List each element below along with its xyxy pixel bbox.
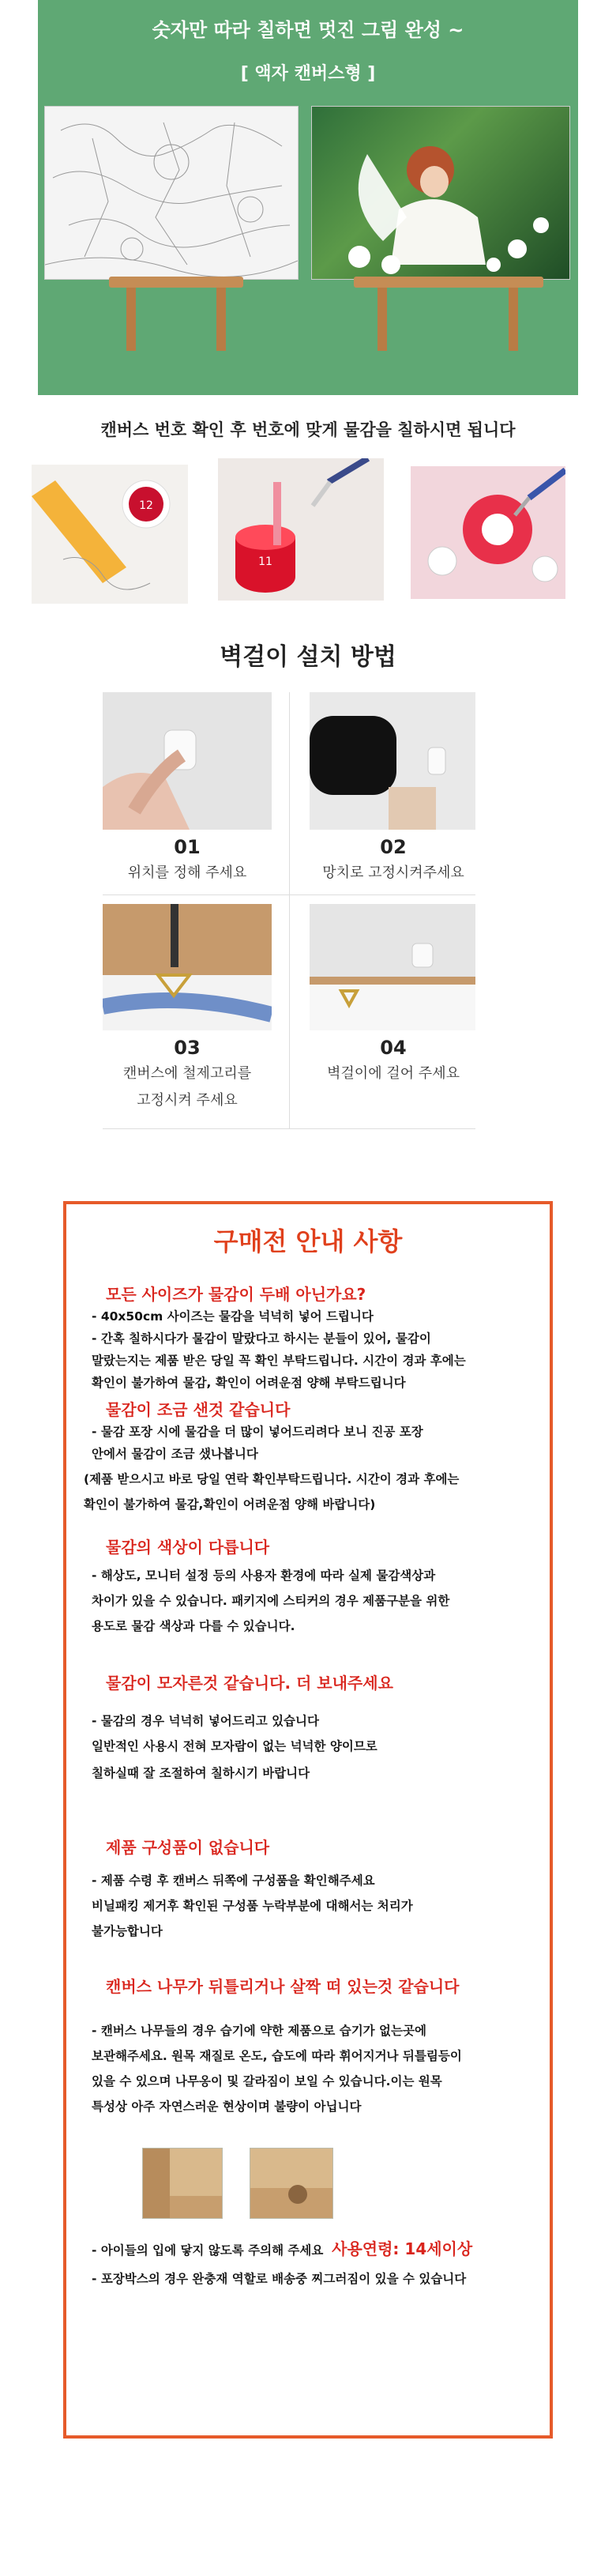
age-rating: 사용연령: 14세이상 — [332, 2239, 473, 2258]
paint-instruction-heading: 캔버스 번호 확인 후 번호에 맞게 물감을 칠하시면 됩니다 — [100, 420, 516, 439]
notice-heading-paint-amount: 모든 사이즈가 물감이 두배 아닌가요? — [106, 1285, 366, 1304]
hero-subheadline: [ 액자 캔버스형 ] — [240, 64, 376, 84]
notice-heading-shortage: 물감이 모자른것 같습니다. 더 보내주세요 — [106, 1674, 393, 1693]
notice-heading-color: 물감의 색상이 다릅니다 — [106, 1538, 270, 1557]
notice-line: 안에서 물감이 조금 샜나봅니다 — [92, 1447, 258, 1461]
notice-line: 불가능합니다 — [92, 1924, 163, 1938]
notice-line: - 물감의 경우 넉넉히 넣어드리고 있습니다 — [92, 1714, 319, 1728]
sketch-canvas-image — [44, 106, 299, 280]
notice-line: - 40x50cm 사이즈는 물감을 넉넉히 넣어 드립니다 — [92, 1309, 374, 1324]
notice-line: 일반적인 사용시 전혀 모자람이 없는 넉넉한 양이므로 — [92, 1739, 377, 1753]
notice-line: 있을 수 있으며 나무옹이 및 갈라짐이 보일 수 있습니다.이는 원목 — [92, 2074, 442, 2088]
hero-headline: 숫자만 따라 칠하면 멋진 그림 완성 ~ — [152, 19, 464, 41]
wall-mount-heading: 벽걸이 설치 방법 — [220, 643, 396, 671]
paint-photo-2 — [218, 458, 384, 601]
notice-heading-components: 제품 구성품이 없습니다 — [106, 1838, 270, 1857]
easel-right — [354, 277, 543, 387]
step-04-number: 04 — [380, 1037, 407, 1059]
notice-heading-wood: 캔버스 나무가 뒤틀리거나 살짝 떠 있는것 같습니다 — [106, 1977, 460, 1996]
step-01-image — [103, 692, 272, 830]
step-03-number: 03 — [174, 1037, 201, 1059]
step-02-caption: 망치로 고정시켜주세요 — [322, 864, 464, 881]
step-01-caption: 위치를 정해 주세요 — [127, 864, 247, 881]
notice-line: - 물감 포장 시에 물감을 더 많이 넣어드리려다 보니 진공 포장 — [92, 1425, 423, 1439]
wood-photo-2 — [250, 2148, 333, 2219]
purchase-notice-box — [63, 1201, 553, 2439]
notice-line: 보관해주세요. 원목 재질로 온도, 습도에 따라 휘어지거나 뒤틀림등이 — [92, 2049, 462, 2063]
step-03-image — [103, 904, 272, 1030]
paint-pot-number: 11 — [258, 555, 272, 568]
notice-line: 칠하실때 잘 조절하여 칠하시기 바랍니다 — [92, 1766, 310, 1780]
step-01-number: 01 — [174, 836, 201, 858]
notice-heading-leak: 물감이 조금 샌것 같습니다 — [106, 1400, 291, 1419]
notice-line: 확인이 불가하여 물감,확인이 어려운점 양해 바랍니다) — [84, 1497, 376, 1512]
notice-line: - 제품 수령 후 캔버스 뒤쪽에 구성품을 확인해주세요 — [92, 1874, 375, 1888]
notice-line: - 간혹 칠하시다가 물감이 말랐다고 하시는 분들이 있어, 물감이 — [92, 1331, 431, 1346]
notice-line: 비닐패킹 제거후 확인된 구성품 누락부분에 대해서는 처리가 — [92, 1899, 413, 1913]
hero-banner — [38, 0, 578, 395]
notice-line: 확인이 불가하여 물감, 확인이 어려운점 양해 부탁드립니다 — [92, 1376, 406, 1390]
divider — [103, 1128, 475, 1129]
step-04-caption: 벽걸이에 걸어 주세요 — [327, 1065, 460, 1082]
notice-line: 말랐는지는 제품 받은 당일 꼭 확인 부탁드립니다. 시간이 경과 후에는 — [92, 1354, 466, 1368]
notice-line: 특성상 아주 자연스러운 현상이며 불량이 아닙니다 — [92, 2100, 362, 2114]
step-03-caption-line1: 캔버스에 철제고리를 — [122, 1065, 252, 1082]
notice-line: - 해상도, 모니터 설정 등의 사용자 환경에 따라 실제 물감색상과 — [92, 1569, 436, 1583]
step-02-number: 02 — [380, 836, 407, 858]
step-02-image — [310, 692, 475, 830]
notice-line: (제품 받으시고 바로 당일 연락 확인부탁드립니다. 시간이 경과 후에는 — [84, 1472, 460, 1486]
easel-left — [109, 277, 243, 387]
paint-photo-3 — [411, 466, 565, 599]
notice-title: 구매전 안내 사항 — [213, 1226, 403, 1256]
painted-canvas-image — [311, 106, 570, 280]
step-04-image — [310, 904, 475, 1030]
step-03-caption-line2: 고정시켜 주세요 — [137, 1092, 238, 1109]
notice-line: 용도로 물감 색상과 다를 수 있습니다. — [92, 1619, 295, 1633]
paint-pot-number: 12 — [139, 499, 153, 512]
notice-footer-line1: - 아이들의 입에 닿지 않도록 주의해 주세요 사용연령: 14세이상 — [92, 2239, 473, 2258]
notice-footer-line2: - 포장박스의 경우 완충재 역할로 배송중 찌그러짐이 있을 수 있습니다 — [92, 2272, 467, 2286]
wood-photo-1 — [142, 2148, 223, 2219]
notice-line: 차이가 있을 수 있습니다. 패키지에 스티커의 경우 제품구분을 위한 — [92, 1594, 450, 1608]
notice-line: - 캔버스 나무들의 경우 습기에 약한 제품으로 습기가 없는곳에 — [92, 2024, 426, 2038]
paint-photo-1 — [32, 465, 188, 604]
